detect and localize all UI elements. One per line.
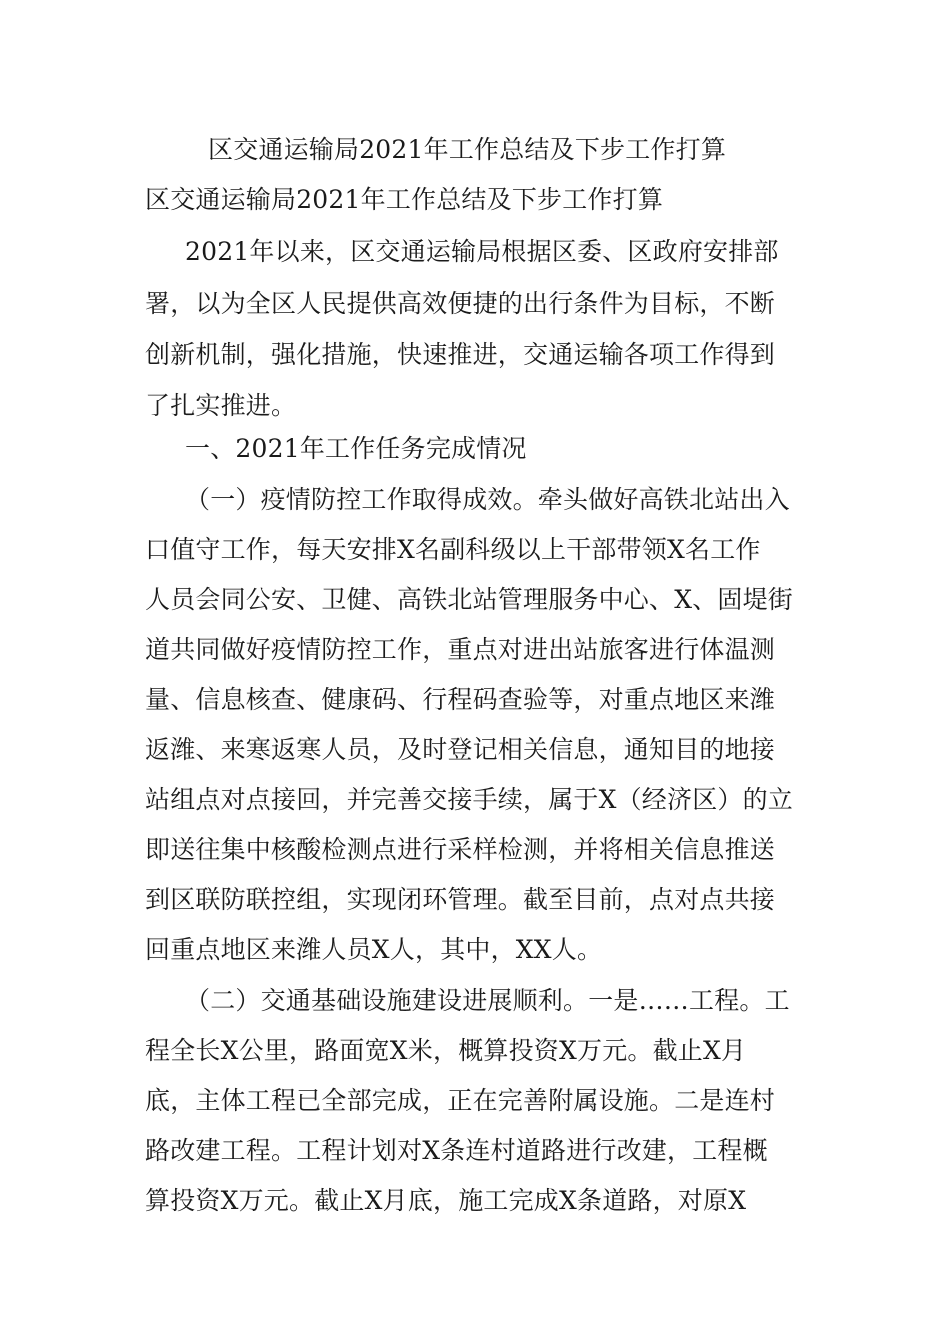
paragraph-line: （二）交通基础设施建设进展顺利。一是……工程。工: [185, 986, 790, 1015]
paragraph-line: 创新机制，强化措施，快速推进，交通运输各项工作得到: [145, 340, 776, 369]
paragraph-line: 2021年以来，区交通运输局根据区委、区政府安排部: [185, 237, 779, 266]
section-heading: 一、2021年工作任务完成情况: [185, 434, 527, 463]
paragraph-line: 算投资X万元。截止X月底，施工完成X条道路，对原X: [145, 1186, 747, 1215]
document-title: 区交通运输局2021年工作总结及下步工作打算: [208, 135, 727, 164]
paragraph-line: 路改建工程。工程计划对X条连村道路进行改建，工程概: [145, 1136, 768, 1165]
paragraph-line: 到区联防联控组，实现闭环管理。截至目前，点对点共接: [145, 885, 776, 914]
paragraph-line: 人员会同公安、卫健、高铁北站管理服务中心、X、固堤街: [145, 585, 794, 614]
paragraph-line: 返潍、来寒返寒人员，及时登记相关信息，通知目的地接: [145, 735, 776, 764]
paragraph-line: 程全长X公里，路面宽X米，概算投资X万元。截止X月: [145, 1036, 747, 1065]
paragraph-line: （一）疫情防控工作取得成效。牵头做好高铁北站出入: [185, 485, 790, 514]
paragraph-line: 署，以为全区人民提供高效便捷的出行条件为目标，不断: [145, 289, 776, 318]
paragraph-line: 回重点地区来潍人员X人，其中，XX人。: [145, 935, 603, 964]
document-subtitle: 区交通运输局2021年工作总结及下步工作打算: [145, 185, 664, 214]
paragraph-line: 口值守工作，每天安排X名副科级以上干部带领X名工作: [145, 535, 761, 564]
paragraph-line: 底，主体工程已全部完成，正在完善附属设施。二是连村: [145, 1086, 776, 1115]
paragraph-line: 即送往集中核酸检测点进行采样检测，并将相关信息推送: [145, 835, 776, 864]
paragraph-line: 站组点对点接回，并完善交接手续，属于X（经济区）的立: [145, 785, 794, 814]
paragraph-line: 了扎实推进。: [145, 391, 297, 420]
paragraph-line: 道共同做好疫情防控工作，重点对进出站旅客进行体温测: [145, 635, 776, 664]
paragraph-line: 量、信息核查、健康码、行程码查验等，对重点地区来潍: [145, 685, 776, 714]
